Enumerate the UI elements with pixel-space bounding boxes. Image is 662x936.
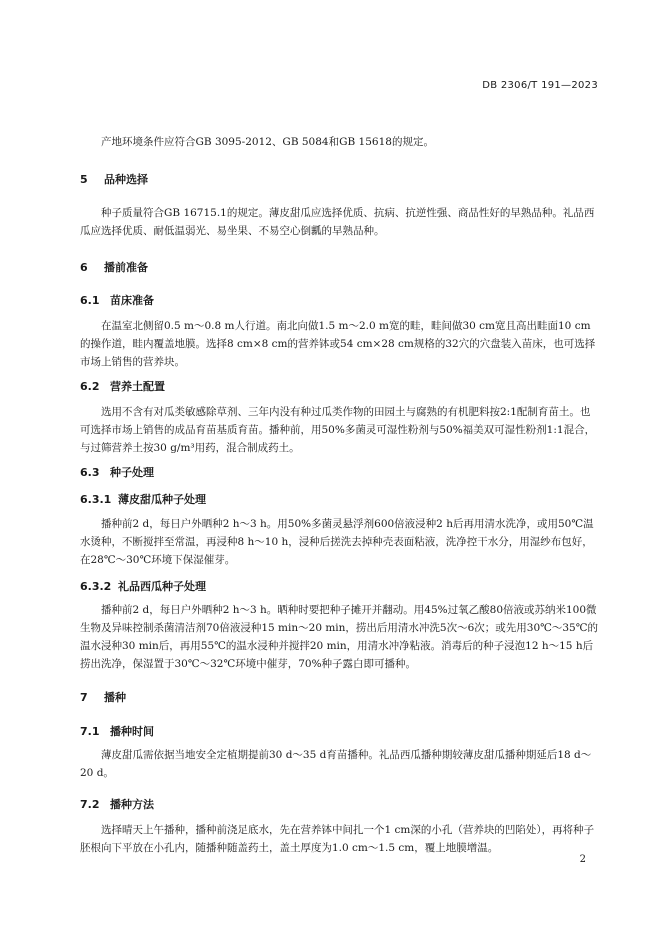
document-code: DB 2306/T 191—2023 xyxy=(482,80,598,91)
section-5-number: 5 xyxy=(80,173,88,186)
section-6-3-2-paragraph: 播种前2 d，每日户外晒种2 h～3 h。晒种时要把种子摊开并翻动。用45%过氧乙酸80倍液或苏纳米100微生物及异味控制杀菌清洁剂70倍液浸种15 min～20 min，捞出后用清水冲洗5次～6次；或先用30℃～35℃的温水浸种30 min后，再用55℃的温水浸种并搅拌20 min，用清水冲净粘液。消毒后的种子浸泡12 h～15 h后捞出洗净，保湿置于30℃～32℃环境中催芽，70%种子露白即可播种。 xyxy=(80,604,598,670)
section-7-1-heading xyxy=(80,723,154,739)
section-7-2-number: 7.2 xyxy=(80,798,100,811)
section-6-heading xyxy=(80,259,148,275)
section-6-3-1-paragraph: 播种前2 d，每日户外晒种2 h～3 h。用50%多菌灵悬浮剂600倍液浸种2 h后再用清水洗净，或用50℃温水烫种，不断搅拌至常温，再浸种8 h～10 h，浸种后搓洗去掉种壳表面粘液，洗净控干水分，用湿纱布包好，在28℃～30℃环境下保湿催芽。 xyxy=(80,518,594,566)
section-6-3-title: 种子处理 xyxy=(110,466,154,479)
section-7-1-number: 7.1 xyxy=(80,725,100,738)
section-6-3-number: 6.3 xyxy=(80,466,100,479)
section-6-3-2-number: 6.3.2 xyxy=(80,580,112,593)
section-7-2-heading xyxy=(80,796,154,812)
page-number: 2 xyxy=(579,854,586,865)
section-6-3-1-title: 薄皮甜瓜种子处理 xyxy=(118,493,206,506)
section-7-2-paragraph: 选择晴天上午播种，播种前浇足底水，先在营养钵中间扎一个1 cm深的小孔（营养块的凹陷处），再将种子胚根向下平放在小孔内，随播种随盖药土，盖土厚度为1.0 cm～1.5 cm，覆上地膜增温。 xyxy=(80,824,595,854)
section-6-title: 播前准备 xyxy=(104,261,148,274)
section-5-heading xyxy=(80,171,148,187)
env-paragraph: 产地环境条件应符合GB 3095-2012、GB 5084和GB 15618的规定。 xyxy=(101,136,434,148)
section-6-1-heading xyxy=(80,292,154,308)
section-6-3-2-title: 礼品西瓜种子处理 xyxy=(118,580,206,593)
section-7-2-title: 播种方法 xyxy=(110,798,154,811)
section-7-number: 7 xyxy=(80,691,88,704)
section-7-1-paragraph: 薄皮甜瓜需依据当地安全定植期提前30 d～35 d育苗播种。礼品西瓜播种期较薄皮甜瓜播种期延后18 d～20 d。 xyxy=(80,749,592,779)
section-6-2-number: 6.2 xyxy=(80,380,100,393)
section-7-title: 播种 xyxy=(104,691,126,704)
section-7-1-title: 播种时间 xyxy=(110,725,154,738)
section-6-number: 6 xyxy=(80,261,88,274)
section-6-1-title: 苗床准备 xyxy=(110,294,154,307)
section-6-3-2-heading xyxy=(80,578,206,594)
section-6-3-1-number: 6.3.1 xyxy=(80,493,112,506)
section-6-1-paragraph: 在温室北侧留0.5 m～0.8 m人行道。南北向做1.5 m～2.0 m宽的畦，畦间做30 cm宽且高出畦面10 cm的操作道，畦内覆盖地膜。选择8 cm×8 cm的营养钵或54 cm×28 cm规格的32穴的穴盘装入苗床，也可选择市场上销售的营养块。 xyxy=(80,320,596,368)
section-6-2-heading xyxy=(80,378,165,394)
section-6-1-number: 6.1 xyxy=(80,294,100,307)
section-7-heading xyxy=(80,689,126,705)
section-6-2-paragraph: 选用不含有对瓜类敏感除草剂、三年内没有种过瓜类作物的田园土与腐熟的有机肥料按2:1配制育苗土。也可选择市场上销售的成品育苗基质育苗。播种前，用50%多菌灵可湿性粉剂与50%福美双可湿性粉剂1:1混合，与过筛营养土按30 g/m³用药，混合制成药土。 xyxy=(80,406,596,454)
section-6-2-title: 营养土配置 xyxy=(110,380,165,393)
section-6-3-heading xyxy=(80,464,154,480)
section-5-paragraph: 种子质量符合GB 16715.1的规定。薄皮甜瓜应选择优质、抗病、抗逆性强、商品性好的早熟品种。礼品西瓜应选择优质、耐低温弱光、易坐果、不易空心倒瓤的早熟品种。 xyxy=(80,207,595,237)
section-5-title: 品种选择 xyxy=(104,173,148,186)
section-6-3-1-heading xyxy=(80,491,206,507)
